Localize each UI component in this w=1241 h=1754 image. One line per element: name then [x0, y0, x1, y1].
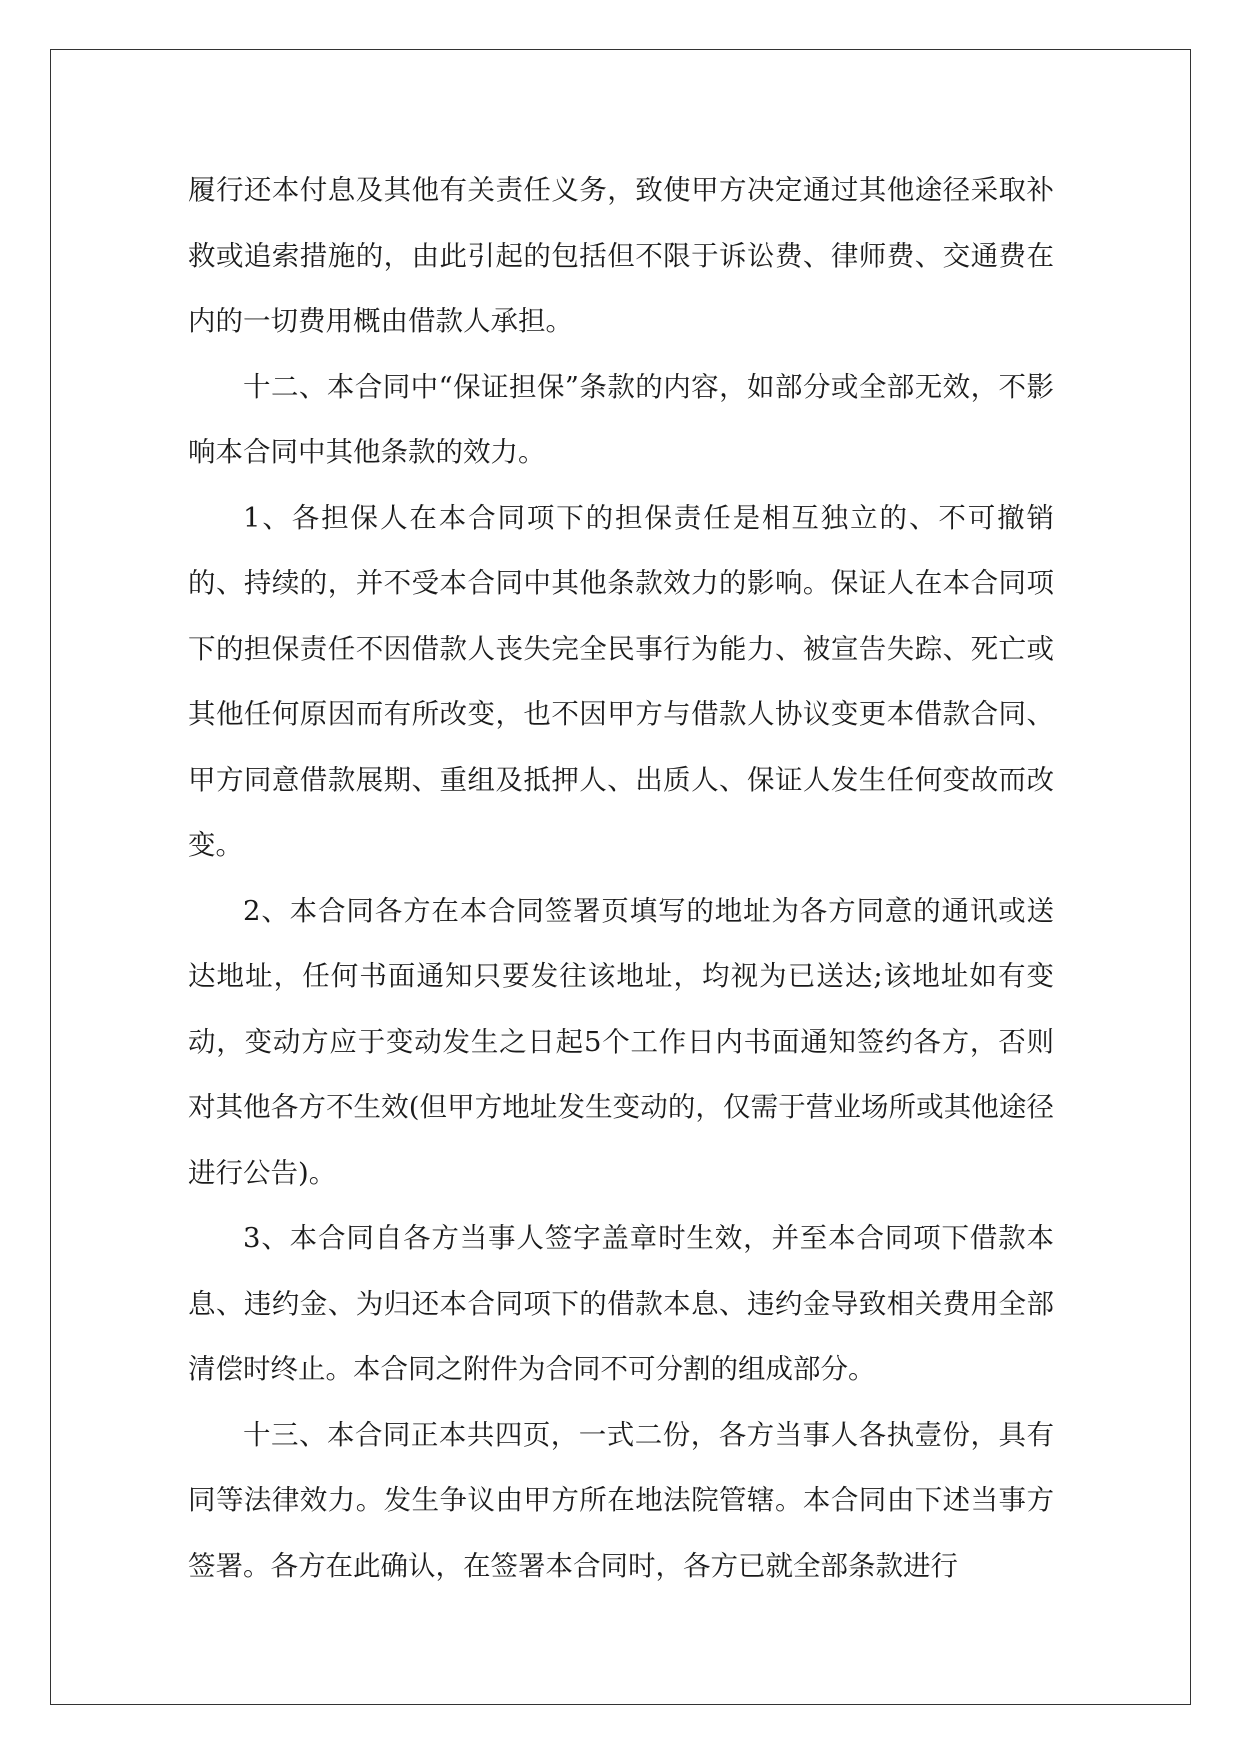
- paragraph-item-1: 1、各担保人在本合同项下的担保责任是相互独立的、不可撤销的、持续的，并不受本合同中其他条款效力的影响。保证人在本合同项下的担保责任不因借款人丧失完全民事行为能力、被宣告失踪、死亡或其他任何原因而有所改变，也不因甲方与借款人协议变更本借款合同、甲方同意借款展期、重组及抵押人、出质人、保证人发生任何变故而改变。: [188, 501, 1054, 861]
- paragraph-clause-13: 十三、本合同正本共四页，一式二份，各方当事人各执壹份，具有同等法律效力。发生争议由甲方所在地法院管辖。本合同由下述当事方签署。各方在此确认，在签署本合同时，各方已就全部条款进行: [188, 1418, 1054, 1582]
- paragraph-clause-12: 十二、本合同中“保证担保”条款的内容，如部分或全部无效，不影响本合同中其他条款的效力。: [188, 370, 1054, 468]
- document-body: [188, 158, 1054, 1599]
- paragraph-continuation: 履行还本付息及其他有关责任义务，致使甲方决定通过其他途径采取补救或追索措施的，由此引起的包括但不限于诉讼费、律师费、交通费在内的一切费用概由借款人承担。: [188, 174, 1054, 337]
- paragraph-item-3: 3、本合同自各方当事人签字盖章时生效，并至本合同项下借款本息、违约金、为归还本合同项下的借款本息、违约金导致相关费用全部清偿时终止。本合同之附件为合同不可分割的组成部分。: [188, 1222, 1054, 1385]
- paragraph-item-2: 2、本合同各方在本合同签署页填写的地址为各方同意的通讯或送达地址，任何书面通知只要发往该地址，均视为已送达;该地址如有变动，变动方应于变动发生之日起5个工作日内书面通知签约各方，否则对其他各方不生效(但甲方地址发生变动的，仅需于营业场所或其他途径进行公告)。: [188, 894, 1054, 1189]
